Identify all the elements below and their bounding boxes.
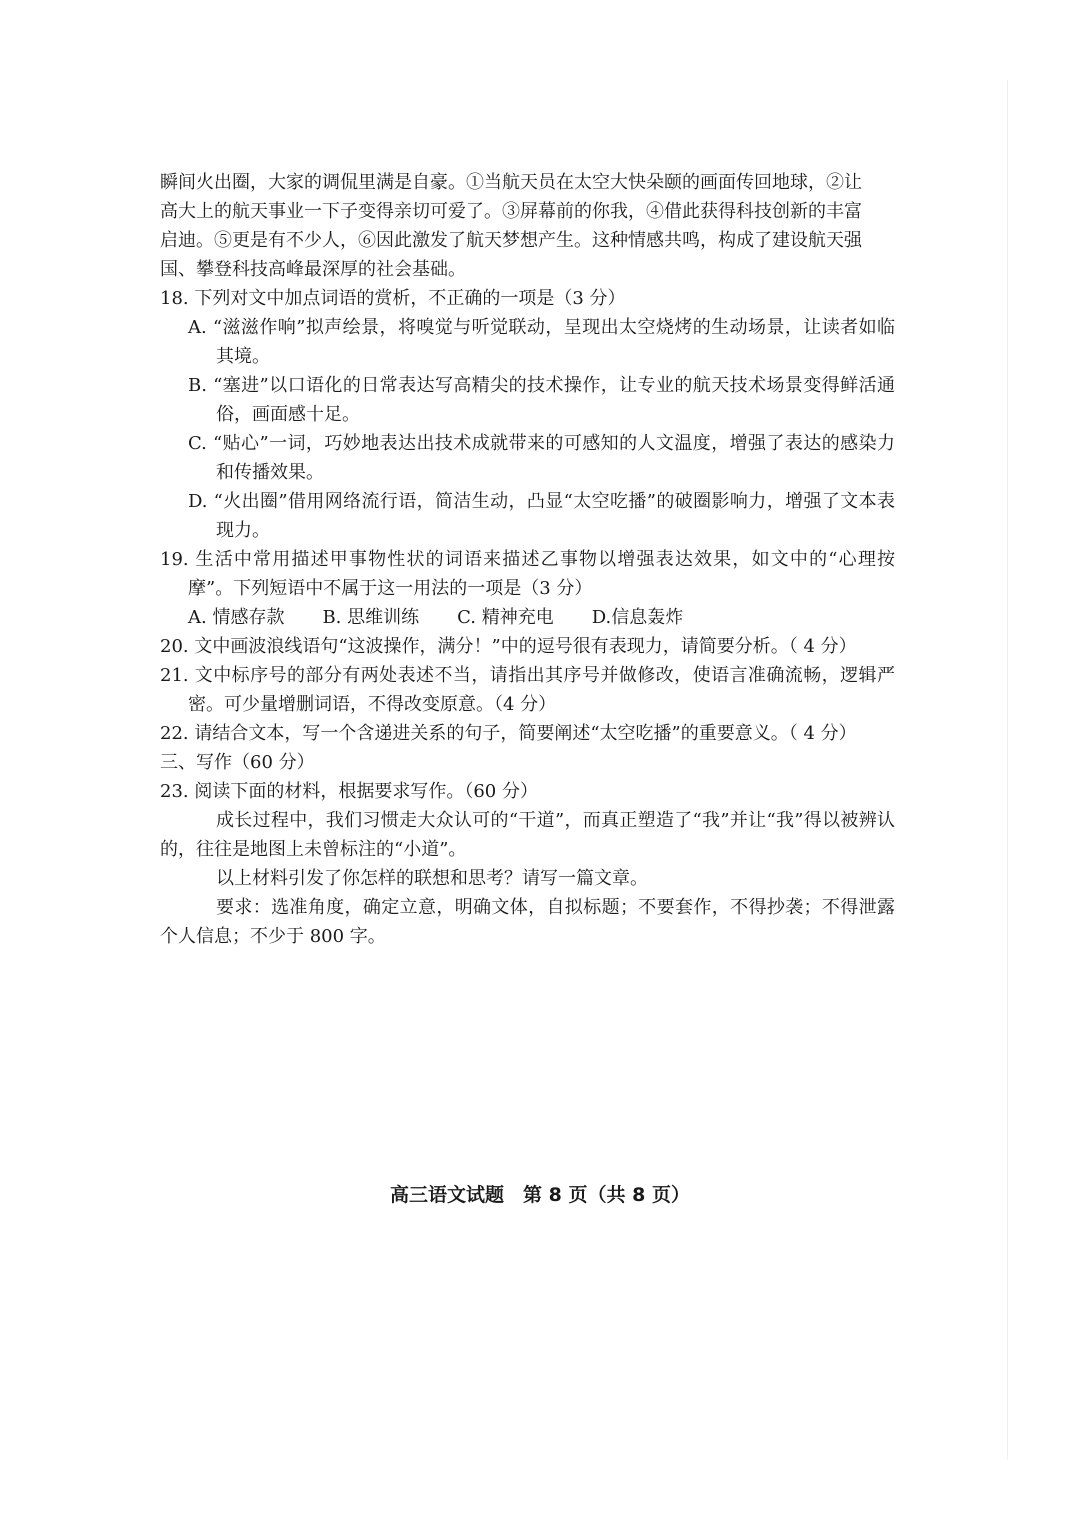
question-18-option-a: A. “滋滋作响”拟声绘景，将嗅觉与听觉联动，呈现出太空烧烤的生动场景，让读者如临其境。 — [188, 317, 895, 367]
question-19-option-c: C. 精神充电 — [457, 607, 554, 628]
passage-line-4: 国、攀登科技高峰最深厚的社会基础。 — [160, 259, 466, 280]
question-18-option-d: D. “火出圈”借用网络流行语，简洁生动，凸显“太空吃播”的破圈影响力，增强了文本表现力。 — [188, 491, 895, 541]
question-22: 22. 请结合文本，写一个含递进关系的句子，简要阐述“太空吃播”的重要意义。（ 4 分） — [160, 723, 857, 744]
question-19-option-b: B. 思维训练 — [322, 607, 420, 628]
question-23-stem: 23. 阅读下面的材料，根据要求写作。（60 分） — [160, 781, 538, 802]
passage-line-3: 启迪。⑤更是有不少人，⑥因此激发了航天梦想产生。这种情感共鸣，构成了建设航天强 — [160, 230, 862, 251]
question-18-option-b: B. “塞进”以口语化的日常表达写高精尖的技术操作，让专业的航天技术场景变得鲜活通俗，画面感十足。 — [188, 375, 895, 425]
section-writing-heading: 三、写作（60 分） — [160, 752, 315, 773]
question-19-option-a: A. 情感存款 — [188, 607, 285, 628]
question-23-material: 成长过程中，我们习惯走大众认可的“干道”，而真正塑造了“我”并让“我”得以被辨认的，往往是地图上未曾标注的“小道”。 — [160, 810, 895, 860]
question-19-option-d: D.信息轰炸 — [591, 607, 684, 628]
page-footer: 高三语文试题 第 8 页（共 8 页） — [390, 1184, 690, 1206]
question-21: 21. 文中标序号的部分有两处表述不当，请指出其序号并做修改，使语言准确流畅，逻辑严密。可少量增删词语，不得改变原意。（4 分） — [160, 665, 895, 715]
question-18 — [160, 284, 895, 545]
question-18-option-c: C. “贴心”一词，巧妙地表达出技术成就带来的可感知的人文温度，增强了表达的感染力和传播效果。 — [188, 433, 895, 483]
question-23-prompt: 以上材料引发了你怎样的联想和思考？请写一篇文章。 — [216, 868, 648, 889]
question-19-stem: 19. 生活中常用描述甲事物性状的词语来描述乙事物以增强表达效果，如文中的“心理按摩”。下列短语中不属于这一用法的一项是（3 分） — [160, 549, 895, 599]
scan-edge-line — [1007, 80, 1008, 1460]
question-23 — [160, 777, 895, 951]
question-23-requirements: 要求：选准角度，确定立意，明确文体，自拟标题；不要套作，不得抄袭；不得泄露个人信息；不少于 800 字。 — [160, 897, 895, 947]
question-18-stem: 18. 下列对文中加点词语的赏析，不正确的一项是（3 分） — [160, 288, 626, 309]
passage-line-1: 瞬间火出圈，大家的调侃里满是自豪。①当航天员在太空大快朵颐的画面传回地球，②让 — [160, 172, 862, 193]
page-content — [160, 168, 895, 951]
passage-line-2: 高大上的航天事业一下子变得亲切可爱了。③屏幕前的你我，④借此获得科技创新的丰富 — [160, 201, 862, 222]
question-19-options — [160, 603, 895, 632]
passage-excerpt — [160, 168, 895, 284]
question-19 — [160, 545, 895, 632]
question-20: 20. 文中画波浪线语句“这波操作，满分！”中的逗号很有表现力，请简要分析。（ 4 分） — [160, 636, 857, 657]
